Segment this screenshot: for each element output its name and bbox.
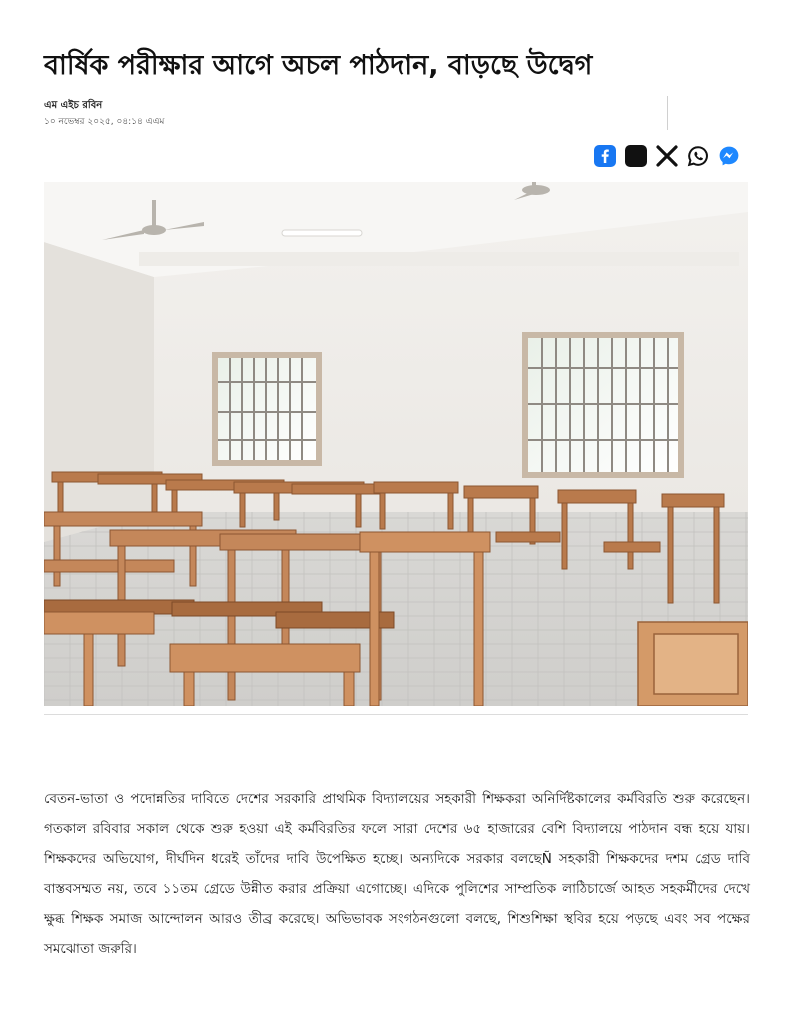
share-icon — [625, 145, 647, 167]
x-share-button[interactable] — [655, 144, 679, 168]
generic-share-button[interactable] — [624, 144, 648, 168]
article-body: বেতন-ভাতা ও পদোন্নতির দাবিতে দেশের সরকারি প্রাথমিক বিদ্যালয়ের সহকারী শিক্ষকরা অনির্দিষ্টকালের কর্মবিরতি শুরু করেছেন। গতকাল রবিবার সকাল থেকে শুরু হওয়া এই কর্মবিরতির ফলে সারা দেশের ৬৫ হাজারের বেশি বিদ্যালয়ে পাঠদান বন্ধ হয়ে যায়। শিক্ষকদের অভিযোগ, দীর্ঘদিন ধরেই তাঁদের দাবি উপেক্ষিত হচ্ছে। অন্যদিকে সরকার বলছেÑ সহকারী শিক্ষকদের দশম গ্রেড দাবি বাস্তবসম্মত নয়, তবে ১১তম গ্রেডে উন্নীত করার প্রক্রিয়া এগোচ্ছে। এদিকে পুলিশের সাম্প্রতিক লাঠিচার্জে আহত সহকর্মীদের দেখে ক্ষুব্ধ শিক্ষক সমাজ আন্দোলন আরও তীব্র করেছে। অভিভাবক সংগঠনগুলো বলছে, শিশুশিক্ষা স্থবির হয়ে পড়ছে এবং সব পক্ষের সমঝোতা জরুরি। — [44, 790, 750, 957]
publish-date: ১০ নভেম্বর ২০২৫, ০৪:১৪ এএম — [44, 117, 165, 127]
messenger-share-button[interactable] — [717, 144, 741, 168]
author-name[interactable]: এম এইচ রবিন — [44, 100, 103, 111]
whatsapp-icon — [687, 145, 709, 167]
classroom-photo — [44, 182, 748, 706]
messenger-icon — [718, 145, 740, 167]
facebook-share-button[interactable] — [593, 144, 617, 168]
article-headline: বার্ষিক পরীক্ষার আগে অচল পাঠদান, বাড়ছে উদ্বেগ — [44, 50, 593, 81]
image-divider — [44, 714, 748, 715]
x-icon — [656, 145, 678, 167]
share-bar — [593, 144, 741, 168]
facebook-icon — [594, 145, 616, 167]
whatsapp-share-button[interactable] — [686, 144, 710, 168]
header-divider — [667, 96, 668, 130]
